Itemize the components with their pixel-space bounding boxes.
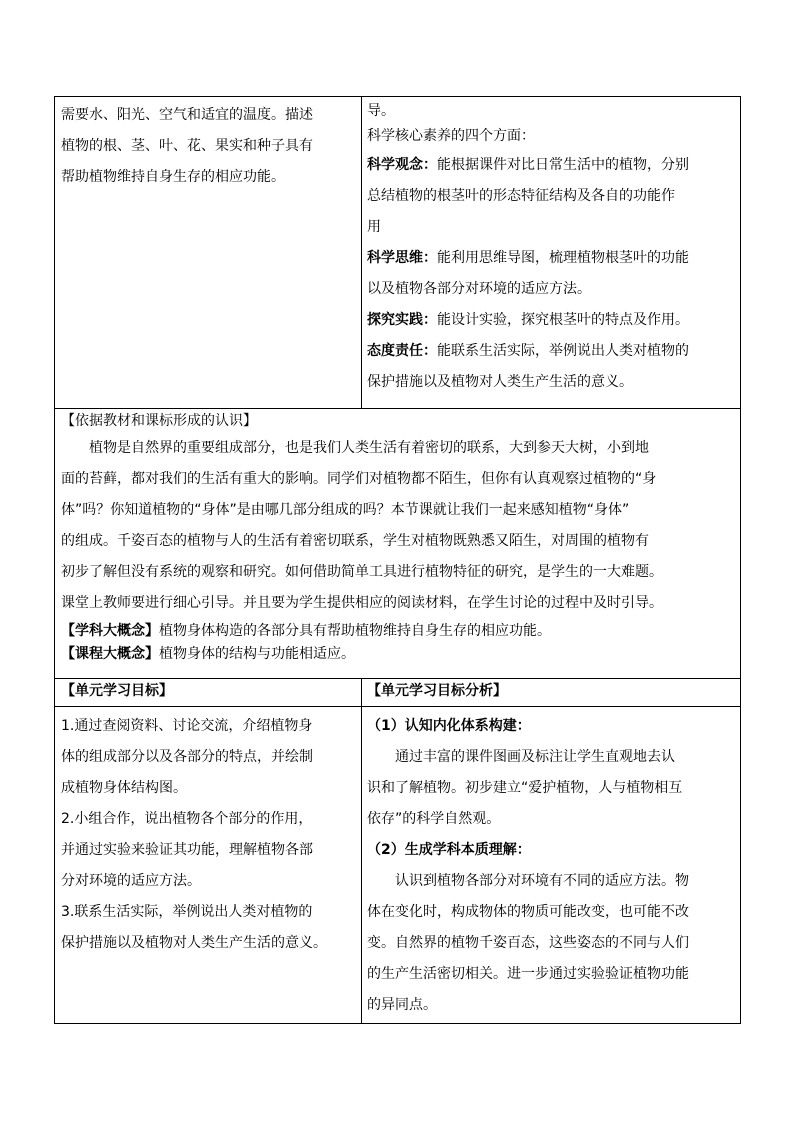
analysis-heading: （2）生成学科本质理解： [367, 842, 531, 858]
text-line: 需要水、阳光、空气和适宜的温度。描述 [61, 107, 313, 123]
unit-goals-list [61, 711, 357, 959]
text-line: 以及植物各部分对环境的适应方法。 [367, 281, 591, 297]
text-line: 植物的根、茎、叶、花、果实和种子具有 [61, 138, 313, 154]
lesson-plan-table [54, 96, 741, 1024]
analysis-line: 认识到植物各部分对环境有不同的适应方法。物 [395, 873, 689, 889]
text-line: 导。 [367, 103, 395, 119]
unit-goals-analysis [367, 711, 739, 1021]
goal-line: 保护措施以及植物对人类生产生活的意义。 [61, 935, 327, 951]
row2-cell [61, 409, 737, 665]
item-scientific-concept [367, 150, 739, 181]
analysis-line: 的生产生活密切相关。进一步通过实验验证植物功能 [367, 966, 689, 982]
item-label: 态度责任： [367, 343, 437, 359]
section-title: 【依据教材和课标形成的认识】 [61, 413, 257, 429]
goal-line: 2.小组合作，说出植物各个部分的作用， [61, 811, 313, 827]
item-label: 探究实践： [367, 312, 437, 328]
analysis-line: 依存”的科学自然观。 [367, 811, 501, 827]
goal-line: 3.联系生活实际，举例说出人类对植物的 [61, 904, 313, 920]
goal-line: 成植物身体结构图。 [61, 780, 187, 796]
concept-label: 【课程大概念】 [61, 646, 159, 662]
analysis-line: 变。自然界的植物千姿百态，这些姿态的不同与人们 [367, 935, 689, 951]
goal-line: 1.通过查阅资料、讨论交流，介绍植物身 [61, 718, 313, 734]
analysis-heading: （1）认知内化体系构建： [367, 718, 531, 734]
item-label: 科学思维： [367, 250, 437, 266]
col-divider-top [361, 97, 362, 408]
goal-line: 分对环境的适应方法。 [61, 873, 201, 889]
paragraph-line: 的组成。千姿百态的植物与人的生活有着密切联系，学生对植物既熟悉又陌生，对周围的植物有 [61, 533, 649, 549]
text-line: 用 [367, 219, 381, 235]
unit-goals-analysis-header: 【单元学习目标分析】 [367, 683, 507, 699]
item-text: 能利用思维导图，梳理植物根茎叶的功能 [437, 250, 689, 266]
unit-goals-header: 【单元学习目标】 [61, 683, 173, 699]
item-label: 科学观念： [367, 157, 437, 173]
subject-big-concept [61, 619, 737, 643]
col-divider-bottom [361, 678, 362, 1024]
concept-label: 【学科大概念】 [61, 623, 159, 639]
text-line: 总结植物的根茎叶的形态特征结构及各自的功能作 [367, 188, 675, 204]
paragraph-line: 课堂上教师要进行细心引导。并且要为学生提供相应的阅读材料，在学生讨论的过程中及时引导。 [61, 595, 663, 611]
paragraph-line: 初步了解但没有系统的观察和研究。如何借助简单工具进行植物特征的研究，是学生的一大难题。 [61, 564, 663, 580]
item-attitude-responsibility [367, 336, 739, 367]
item-text: 能联系生活实际，举例说出人类对植物的 [437, 343, 689, 359]
item-scientific-thinking [367, 243, 739, 274]
paragraph-line: 面的苔藓，都对我们的生活有重大的影响。同学们对植物都不陌生，但你有认真观察过植物的“身 [61, 471, 657, 487]
row1-right-cell [367, 100, 739, 398]
core-literacy-heading: 科学核心素养的四个方面： [367, 128, 535, 144]
paragraph-line: 体”吗？你知道植物的“身体”是由哪几部分组成的吗？本节课就让我们一起来感知植物“身体” [61, 502, 630, 518]
concept-text: 植物身体构造的各部分具有帮助植物维持自身生存的相应功能。 [159, 623, 551, 639]
row1-left-cell [61, 100, 357, 193]
goal-line: 体的组成部分以及各部分的特点，并绘制 [61, 749, 313, 765]
item-text: 能根据课件对比日常生活中的植物，分别 [437, 157, 689, 173]
row-divider-3 [55, 706, 740, 707]
text-line: 保护措施以及植物对人类生产生活的意义。 [367, 374, 633, 390]
goal-line: 并通过实验来验证其功能，理解植物各部 [61, 842, 313, 858]
analysis-line: 识和了解植物。初步建立“爱护植物，人与植物相互 [367, 780, 683, 796]
concept-text: 植物身体的结构与功能相适应。 [159, 646, 355, 662]
analysis-line: 通过丰富的课件图画及标注让学生直观地去认 [395, 749, 675, 765]
analysis-line: 体在变化时，构成物体的物质可能改变，也可能不改 [367, 904, 689, 920]
paragraph-line: 植物是自然界的重要组成部分，也是我们人类生活有着密切的联系，大到参天大树，小到地 [89, 440, 649, 456]
analysis-line: 的异同点。 [367, 997, 437, 1013]
item-text: 能设计实验，探究根茎叶的特点及作用。 [437, 312, 689, 328]
item-inquiry-practice [367, 305, 739, 336]
course-big-concept [61, 643, 737, 665]
text-line: 帮助植物维持自身生存的相应功能。 [61, 169, 285, 185]
